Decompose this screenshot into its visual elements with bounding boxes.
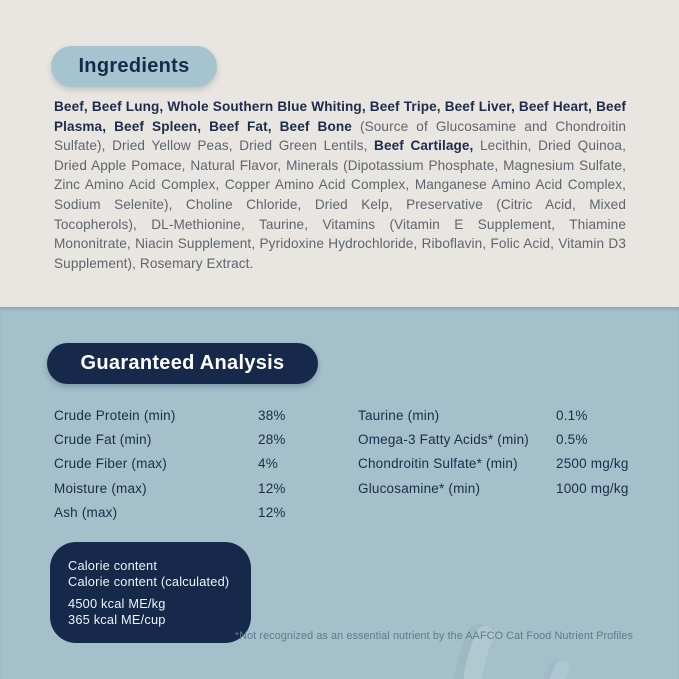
calorie-line-4: 365 kcal ME/cup [68, 612, 166, 627]
calorie-line-1: Calorie content [68, 558, 158, 573]
ga-label: Omega-3 Fatty Acids* (min) [358, 432, 529, 448]
ga-label: Taurine (min) [358, 407, 440, 423]
ga-value: 0.1% [556, 407, 588, 423]
calorie-line-3: 4500 kcal ME/kg [68, 596, 166, 611]
ga-row-ash [54, 501, 314, 525]
ingredients-heading: Ingredients [78, 55, 190, 77]
ga-label: Chondroitin Sulfate* (min) [358, 456, 518, 472]
ga-row-crude-fat [54, 427, 314, 451]
ga-row-crude-fiber [54, 452, 314, 476]
ingredients-text [54, 97, 626, 273]
ingredients-regular-run-1: (Source of Glucosamine and Chondroitin Sulfate), Dried Yellow Peas, Dried Green Lentils, [54, 118, 626, 154]
ingredients-regular-run-2: Lecithin, Dried Quinoa, Dried Apple Pomace, Natural Flavor, Minerals (Dipotassium Phosphate, Magnesium Sulfate, Zinc Amino Acid Complex, Copper Amino Acid Complex, Manganese Amino Acid Complex, Sodium Selenite), Choline Chloride, Dried Kelp, Preservative (Citric Acid, Mixed Tocopherols), DL-Methionine, Taurine, Vitamins (Vitamin E Supplement, Thiamine Mononitrate, Niacin Supplement, Pyridoxine Hydrochloride, Riboflavin, Folic Acid, Vitamin D3 Supplement), Rosemary Extract. [54, 138, 626, 271]
ga-value: 1000 mg/kg [556, 480, 629, 496]
ga-value: 38% [258, 407, 286, 423]
ga-row-omega3 [358, 427, 658, 451]
ga-label: Moisture (max) [54, 480, 147, 496]
ingredients-bold-run-2: Beef Cartilage, [374, 138, 480, 154]
ga-right-column [358, 403, 658, 501]
ga-row-crude-protein [54, 403, 314, 427]
ga-value: 12% [258, 480, 286, 496]
ga-label: Crude Protein (min) [54, 407, 176, 423]
aafco-footnote: *Not recognized as an essential nutrient by the AAFCO Cat Food Nutrient Profiles [234, 630, 633, 642]
ga-value: 12% [258, 505, 286, 521]
ingredients-section [0, 0, 679, 307]
ga-label: Glucosamine* (min) [358, 480, 481, 496]
ga-row-glucosamine [358, 476, 658, 500]
ga-label: Crude Fat (min) [54, 432, 152, 448]
guaranteed-analysis-heading-pill [47, 343, 318, 384]
ga-value: 0.5% [556, 432, 588, 448]
ga-value: 2500 mg/kg [556, 456, 629, 472]
guaranteed-analysis-heading: Guaranteed Analysis [80, 352, 285, 374]
ingredients-heading-pill [51, 46, 217, 87]
ga-value: 4% [258, 456, 278, 472]
ga-label: Ash (max) [54, 505, 118, 521]
ingredients-bold-run-1: Beef, Beef Lung, Whole Southern Blue Whiting, Beef Tripe, Beef Liver, Beef Heart, Beef Plasma, Beef Spleen, Beef Fat, Beef Bone [54, 99, 626, 134]
calorie-line-2: Calorie content (calculated) [68, 574, 230, 589]
ga-row-chondroitin [358, 452, 658, 476]
ga-label: Crude Fiber (max) [54, 456, 167, 472]
ga-row-taurine [358, 403, 658, 427]
ga-value: 28% [258, 432, 286, 448]
ga-row-moisture [54, 476, 314, 500]
calorie-content-box [50, 542, 251, 643]
ga-left-column [54, 403, 314, 525]
